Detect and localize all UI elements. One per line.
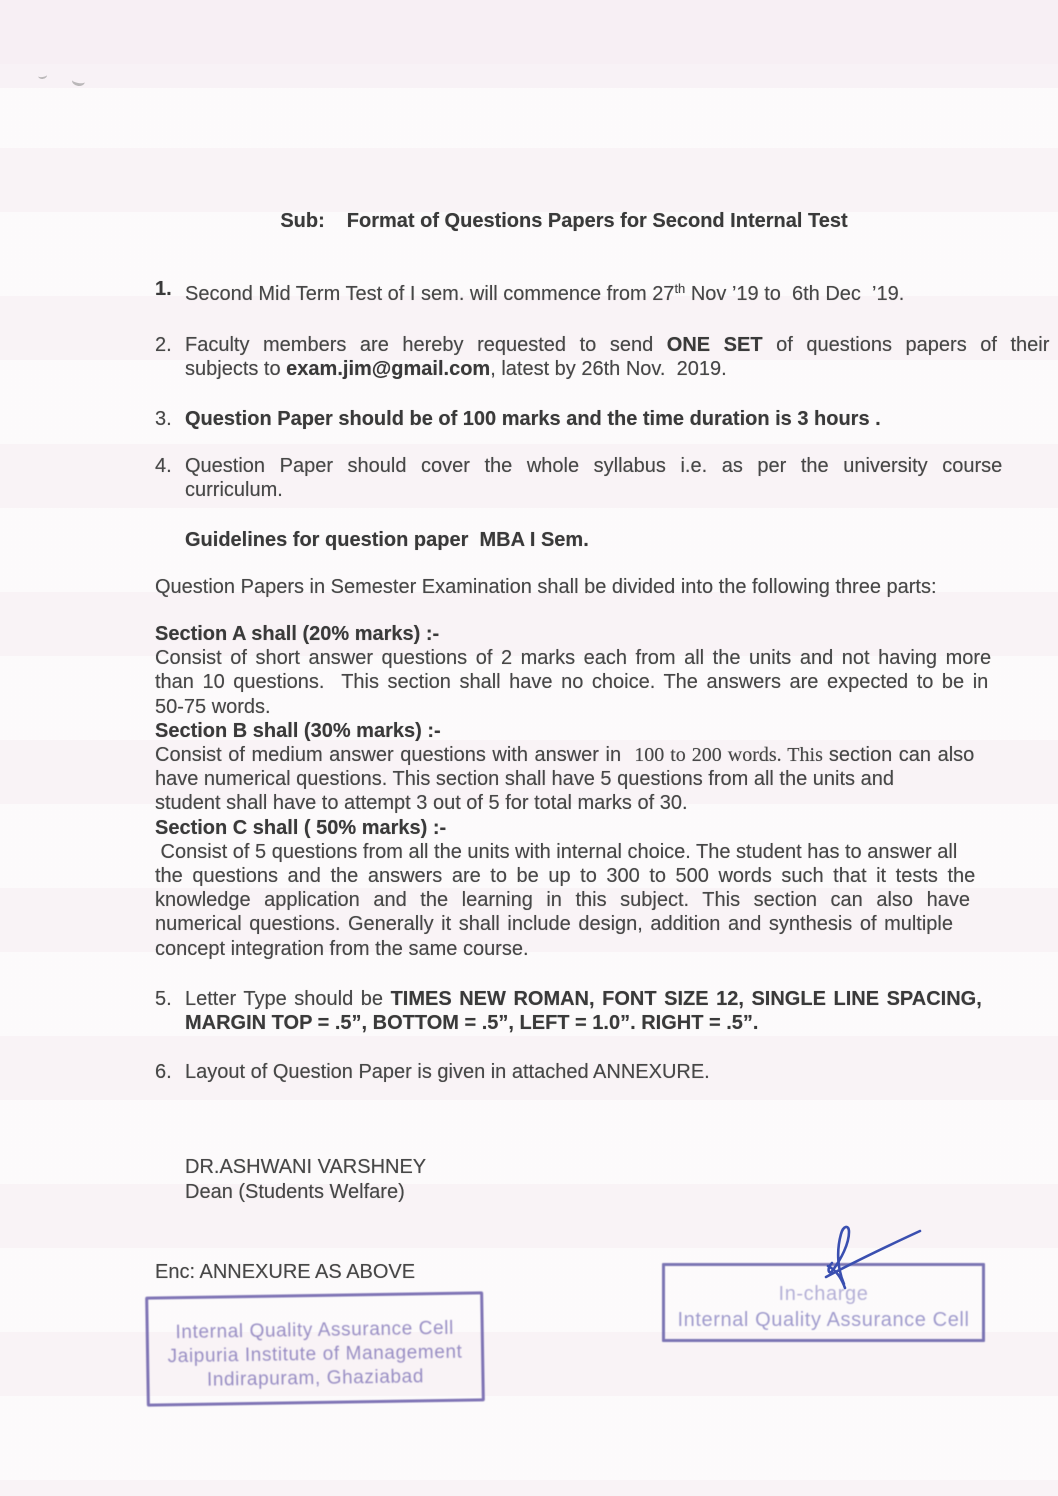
section-b-line-1	[155, 743, 1002, 767]
signature-stroke	[826, 1227, 920, 1288]
stamp-line-2: Jaipuria Institute of Management	[167, 1341, 463, 1368]
enclosure-note: Enc: ANNEXURE AS ABOVE	[155, 1260, 416, 1283]
item-1-number: 1.	[155, 278, 172, 300]
section-a-line-1: Consist of short answer questions of 2 marks each from all the units and not having more	[155, 647, 992, 670]
section-b-heading: Section B shall (30% marks) :-	[155, 719, 441, 742]
text-run: Letter Type should be	[185, 987, 391, 1010]
stamp-line-1: In-charge	[778, 1283, 869, 1305]
subject-label: Sub:	[280, 210, 325, 232]
section-c-line-1: Consist of 5 questions from all the units with internal choice. The student has to answer all	[155, 840, 958, 863]
stamp-line-3: Indirapuram, Ghaziabad	[206, 1366, 425, 1391]
document-body	[155, 0, 1050, 1284]
bold-run: ONE SET	[666, 334, 763, 356]
list-item-6	[155, 1060, 1002, 1084]
item-3-number: 3.	[155, 408, 172, 430]
scan-speck	[71, 75, 85, 87]
item-2-text-line-2	[185, 357, 1002, 381]
subject-title: Format of Questions Papers for Second Internal Test	[346, 210, 848, 232]
stamp-line-2: Internal Quality Assurance Cell	[677, 1309, 970, 1331]
ink-signature	[808, 1222, 926, 1294]
text-run: Faculty members are hereby requested to send	[185, 334, 667, 356]
subject-line	[247, 185, 1002, 257]
item-4-number: 4.	[155, 455, 172, 477]
item-6-number: 6.	[155, 1060, 172, 1083]
iqac-jaipuria-stamp	[145, 1291, 485, 1406]
stamp-line-1: Internal Quality Assurance Cell	[175, 1317, 455, 1344]
text-run: Second Mid Term Test of I sem. will commence from 27	[185, 283, 675, 305]
section-c-line-5: concept integration from the same course.	[155, 937, 529, 960]
item-5-text-line-2: MARGIN TOP = .5”, BOTTOM = .5”, LEFT = 1.0”. RIGHT = .5”.	[185, 1011, 759, 1034]
item-1-text	[185, 277, 1002, 306]
section-b-line-2: have numerical questions. This section shall have 5 questions from all the units and	[155, 768, 894, 791]
scan-speck	[38, 71, 48, 79]
sections-block	[155, 622, 1002, 961]
text-run: Consist of medium answer questions with answer in	[155, 744, 635, 767]
serif-run: 100 to 200 words. This	[634, 744, 829, 767]
signature-block	[185, 1155, 1002, 1205]
item-5-number: 5.	[155, 987, 172, 1010]
email-address: exam.jim@gmail.com	[286, 358, 491, 380]
bold-run: TIMES NEW ROMAN, FONT SIZE 12, SINGLE LINE SPACING,	[390, 987, 982, 1010]
item-3-text: Question Paper should be of 100 marks and the time duration is 3 hours .	[185, 408, 881, 430]
section-c-line-4: numerical questions. Generally it shall include design, addition and synthesis of multiple	[155, 913, 953, 936]
section-a-line-2: than 10 questions. This section shall have no choice. The answers are expected to be in	[155, 671, 989, 694]
section-a-line-3: 50-75 words.	[155, 695, 271, 718]
intro-line: Question Papers in Semester Examination shall be divided into the following three parts:	[155, 576, 937, 598]
item-4-text-line-2: curriculum.	[185, 479, 283, 501]
item-2-text-line-1	[185, 333, 1050, 357]
item-5-text-line-1	[185, 987, 1002, 1011]
guidelines-heading: Guidelines for question paper MBA I Sem.	[185, 529, 589, 551]
text-run: Nov ’19 to 6th Dec ’19.	[685, 283, 905, 305]
list-item-3	[155, 407, 1002, 431]
list-item-1	[155, 277, 1002, 306]
text-run: , latest by 26th Nov. 2019.	[490, 358, 727, 380]
list-item-4	[155, 454, 1002, 502]
item-2-number: 2.	[155, 334, 172, 356]
signer-title: Dean (Students Welfare)	[185, 1180, 405, 1203]
signer-name: DR.ASHWANI VARSHNEY	[185, 1155, 427, 1178]
item-6-text: Layout of Question Paper is given in attached ANNEXURE.	[185, 1060, 710, 1083]
text-run: of questions papers of their	[762, 334, 1050, 356]
section-c-line-2: the questions and the answers are to be up to 300 to 500 words such that it tests the	[155, 865, 976, 888]
section-a-heading: Section A shall (20% marks) :-	[155, 623, 440, 645]
item-4-text-line-1: Question Paper should cover the whole syllabus i.e. as per the university course	[185, 455, 1003, 477]
section-c-heading: Section C shall ( 50% marks) :-	[155, 816, 447, 839]
section-c-line-3: knowledge application and the learning in this subject. This section can also have	[155, 889, 970, 912]
text-run: subjects to	[185, 358, 287, 380]
text-run: section can also	[828, 744, 975, 767]
section-b-line-3: student shall have to attempt 3 out of 5 for total marks of 30.	[155, 792, 688, 815]
superscript-th: th	[674, 281, 686, 296]
list-item-5	[155, 987, 1002, 1035]
list-item-2	[155, 333, 1050, 381]
